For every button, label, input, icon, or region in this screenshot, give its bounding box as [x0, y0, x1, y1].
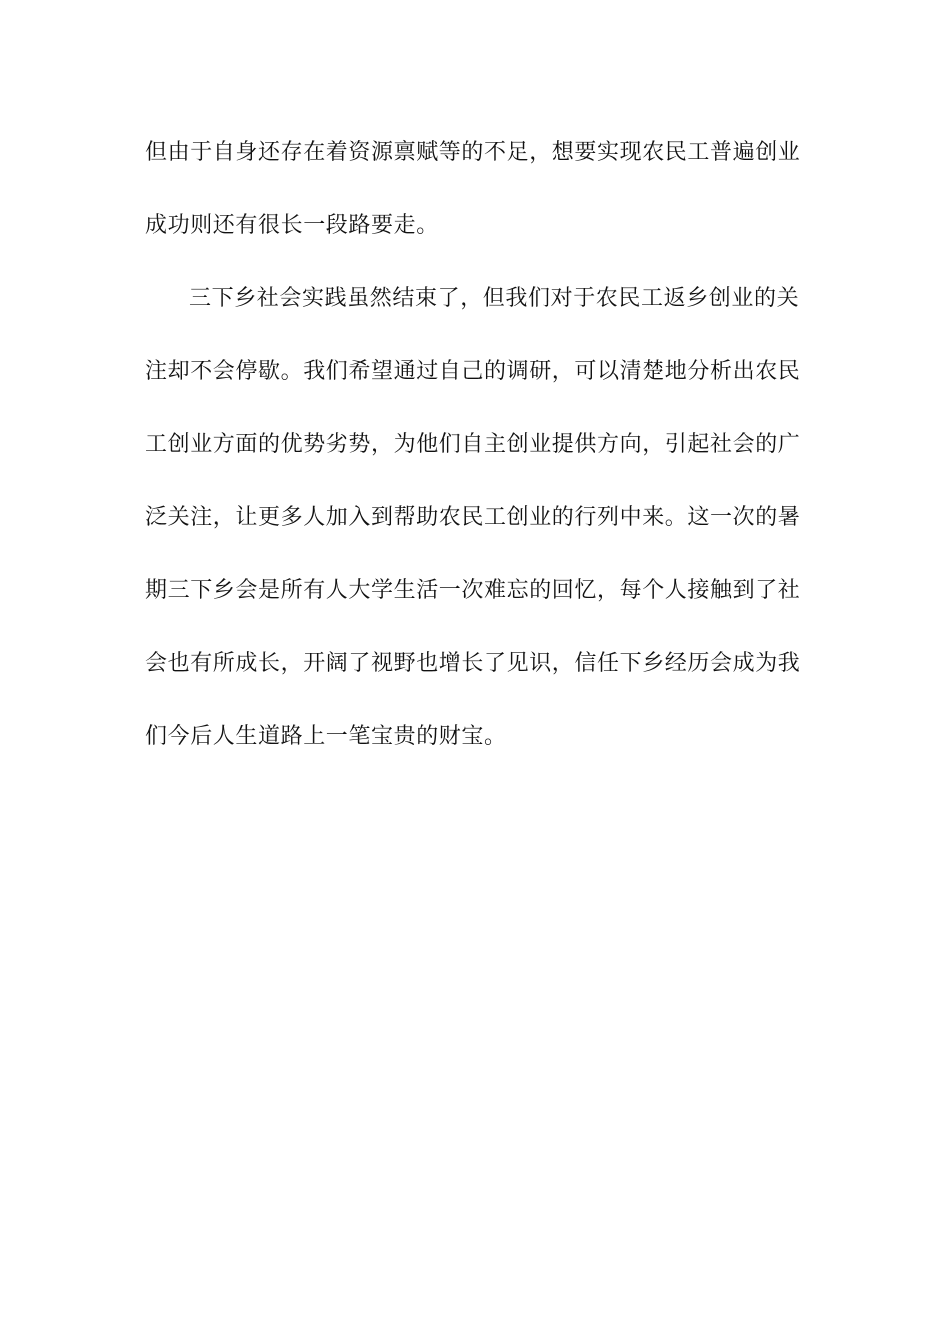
- paragraph-2-line-5: 期三下乡会是所有人大学生活一次难忘的回忆，每个人接触到了社: [145, 578, 801, 603]
- paragraph-2-line-2: 注却不会停歇。我们希望通过自己的调研，可以清楚地分析出农民: [145, 359, 801, 384]
- paragraph-2-line-7: 们今后人生道路上一笔宝贵的财宝。: [145, 724, 507, 749]
- paragraph-2-line-3: 工创业方面的优势劣势，为他们自主创业提供方向，引起社会的广: [145, 432, 801, 457]
- paragraph-2-line-4: 泛关注，让更多人加入到帮助农民工创业的行列中来。这一次的暑: [145, 505, 801, 530]
- paragraph-2-line-1: 三下乡社会实践虽然结束了，但我们对于农民工返乡创业的关: [189, 286, 800, 311]
- paragraph-2-line-6: 会也有所成长，开阔了视野也增长了见识，信任下乡经历会成为我: [145, 651, 801, 676]
- paragraph-1-line-2: 成功则还有很长一段路要走。: [145, 213, 439, 238]
- paragraph-1-line-1: 但由于自身还存在着资源禀赋等的不足，想要实现农民工普遍创业: [145, 140, 801, 165]
